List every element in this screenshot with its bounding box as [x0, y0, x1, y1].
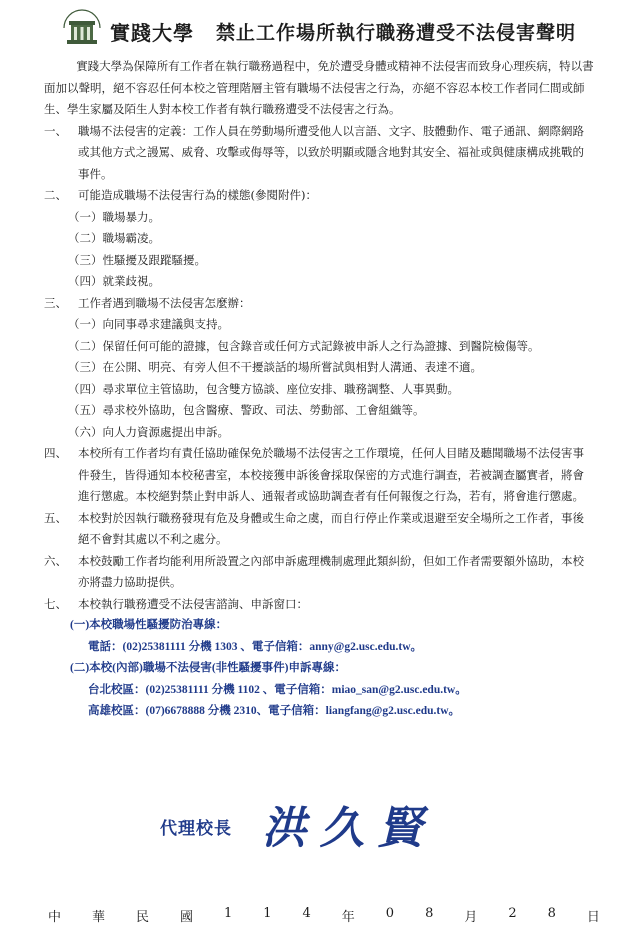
- sub-item: （三）在公開、明亮、有旁人但不干擾談話的場所嘗試與相對人溝通、表達不適。: [68, 360, 482, 374]
- section-1: 一、 職場不法侵害的定義：工作人員在勞動場所遭受他人以言語、文字、肢體動作、電子通訊、網際網路或其他方式之謾罵、威脅、攻擊或侮辱等，以致於明顯或隱含地對其安全、福祉或與健康構成挑戰的事件。: [44, 123, 584, 181]
- section-3: 三、 工作者遇到職場不法侵害怎麼辦：: [44, 295, 251, 310]
- kaohsiung-contact: 高雄校區：(07)6678888 分機 2310、電子信箱：liangfang@g2.usc.edu.tw。: [88, 705, 460, 717]
- document-header: [0, 8, 638, 50]
- date-char: 8: [425, 906, 434, 921]
- sub-item: （二）保留任何可能的證據，包含錄音或任何方式記錄被申訴人之行為證據、到醫院檢傷等。: [68, 338, 540, 353]
- date-char: 2: [508, 906, 517, 921]
- hotline-2-title: (二)本校(內部)職場不法侵害(非性騷擾事件)申訴專線：: [70, 662, 346, 674]
- date-char: 4: [302, 906, 311, 921]
- date-char: 1: [224, 906, 233, 921]
- date-char: 華: [92, 910, 106, 925]
- sub-item: （二）職場霸凌。: [68, 231, 160, 245]
- sub-item: （四）就業歧視。: [68, 274, 160, 288]
- date-char: 日: [586, 910, 600, 925]
- section-5: 五、 本校對於因執行職務發現有危及身體或生命之虞，而自行停止作業或退避至安全場所之工作者，事後絕不會對其處以不利之處分。: [44, 510, 584, 546]
- sub-item: （四）尋求單位主管協助，包含雙方協談、座位安排、職務調整、人事異動。: [68, 381, 459, 396]
- signatory-name: 洪久賢: [262, 803, 436, 854]
- date-char: 中: [48, 910, 62, 925]
- sub-item: （三）性騷擾及跟蹤騷擾。: [68, 252, 206, 267]
- date-line: [48, 906, 600, 925]
- section-4: 四、 本校所有工作者均有責任協助確保免於職場不法侵害之工作環境，任何人目睹及聽聞職場不法侵害事件發生，皆得通知本校秘書室，本校接獲申訴後會採取保密的方式進行調查，若被調查屬實者，將會進行懲處。本校絕對禁止對申訴人、通報者或協助調查者有任何報復之行為，若有，將會進行懲處。: [44, 446, 584, 503]
- university-name: 實踐大學: [110, 21, 194, 45]
- section-7: 七、 本校執行職務遭受不法侵害諮詢、申訴窗口：: [44, 596, 308, 611]
- document-body: [44, 56, 594, 723]
- sub-item: （一）向同事尋求建議與支持。: [68, 317, 229, 331]
- date-char: 8: [547, 906, 556, 921]
- university-seal-icon: [60, 8, 104, 50]
- sub-item: （五）尋求校外協助，包含醫療、警政、司法、勞動部、工會組織等。: [68, 403, 425, 417]
- section-6: 六、 本校鼓勵工作者均能利用所設置之內部申訴處理機制處理此類糾紛，但如工作者需要額外協助，本校亦將盡力協助提供。: [44, 553, 584, 589]
- date-char: 民: [136, 910, 150, 925]
- date-char: 年: [341, 910, 355, 925]
- intro-paragraph: 實踐大學為保障所有工作者在執行職務過程中，免於遭受身體或精神不法侵害而致身心理疾病，特以書面加以聲明，絕不容忍任何本校之管理階層主管有職場不法侵害之行為，亦絕不容忍本校工作者同仁間或師生、學生家屬及陌生人對本校工作者有執行職務遭受不法侵害之行為。: [44, 59, 594, 116]
- taipei-contact: 台北校區：(02)25381111 分機 1102 、電子信箱：miao_san@g2.usc.edu.tw。: [88, 683, 467, 696]
- hotline-1-contact: 電話：(02)25381111 分機 1303 、電子信箱：anny@g2.usc.edu.tw。: [88, 640, 422, 653]
- hotline-1-title: (一)本校職場性騷擾防治專線：: [70, 619, 228, 631]
- date-char: 月: [464, 910, 478, 925]
- signatory-title: 代理校長: [160, 819, 232, 839]
- date-char: 1: [263, 906, 272, 921]
- date-char: 國: [180, 910, 194, 925]
- sub-item: （一）職場暴力。: [68, 209, 160, 224]
- date-char: 0: [385, 906, 395, 921]
- sub-item: （六）向人力資源處提出申訴。: [68, 424, 229, 439]
- document-title: 禁止工作場所執行職務遭受不法侵害聲明: [216, 22, 577, 44]
- section-2: 二、 可能造成職場不法侵害行為的樣態(參閱附件)：: [44, 188, 317, 202]
